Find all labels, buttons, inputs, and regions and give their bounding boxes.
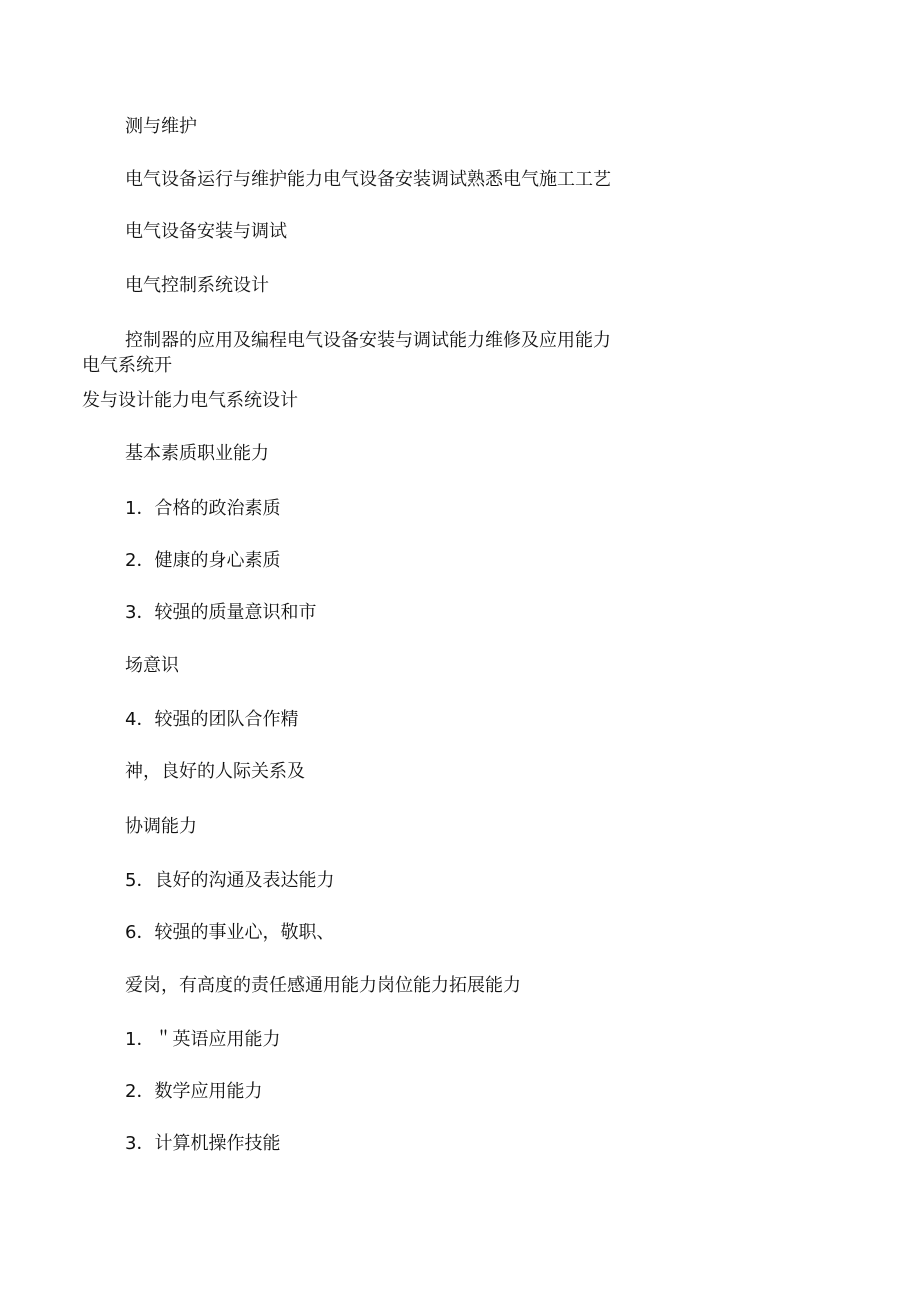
text-line: 测与维护 [125,116,197,137]
text-line: 神，良好的人际关系及 [125,761,305,782]
text-line: 场意识 [125,655,179,676]
text-line: 3．计算机操作技能 [125,1133,281,1154]
text-line: 1．＂英语应用能力 [125,1029,281,1050]
text-line: 3．较强的质量意识和市 [125,602,317,623]
text-line: 4．较强的团队合作精 [125,709,299,730]
text-line: 控制器的应用及编程电气设备安装与调试能力维修及应用能力 [125,330,611,351]
text-line: 5．良好的沟通及表达能力 [125,870,335,891]
text-line: 2．数学应用能力 [125,1081,263,1102]
text-line: 1．合格的政治素质 [125,498,281,519]
text-line: 电气控制系统设计 [125,275,269,296]
text-line: 协调能力 [125,816,197,837]
text-line: 电气设备运行与维护能力电气设备安装调试熟悉电气施工工艺 [125,169,611,190]
text-line: 发与设计能力电气系统设计 [82,390,298,411]
text-line: 爱岗，有高度的责任感通用能力岗位能力拓展能力 [125,975,521,996]
text-line: 6．较强的事业心，敬职、 [125,922,335,943]
text-line: 基本素质职业能力 [125,443,269,464]
text-line: 电气设备安装与调试 [125,221,287,242]
text-line: 电气系统开 [82,355,172,376]
text-line: 2．健康的身心素质 [125,550,281,571]
